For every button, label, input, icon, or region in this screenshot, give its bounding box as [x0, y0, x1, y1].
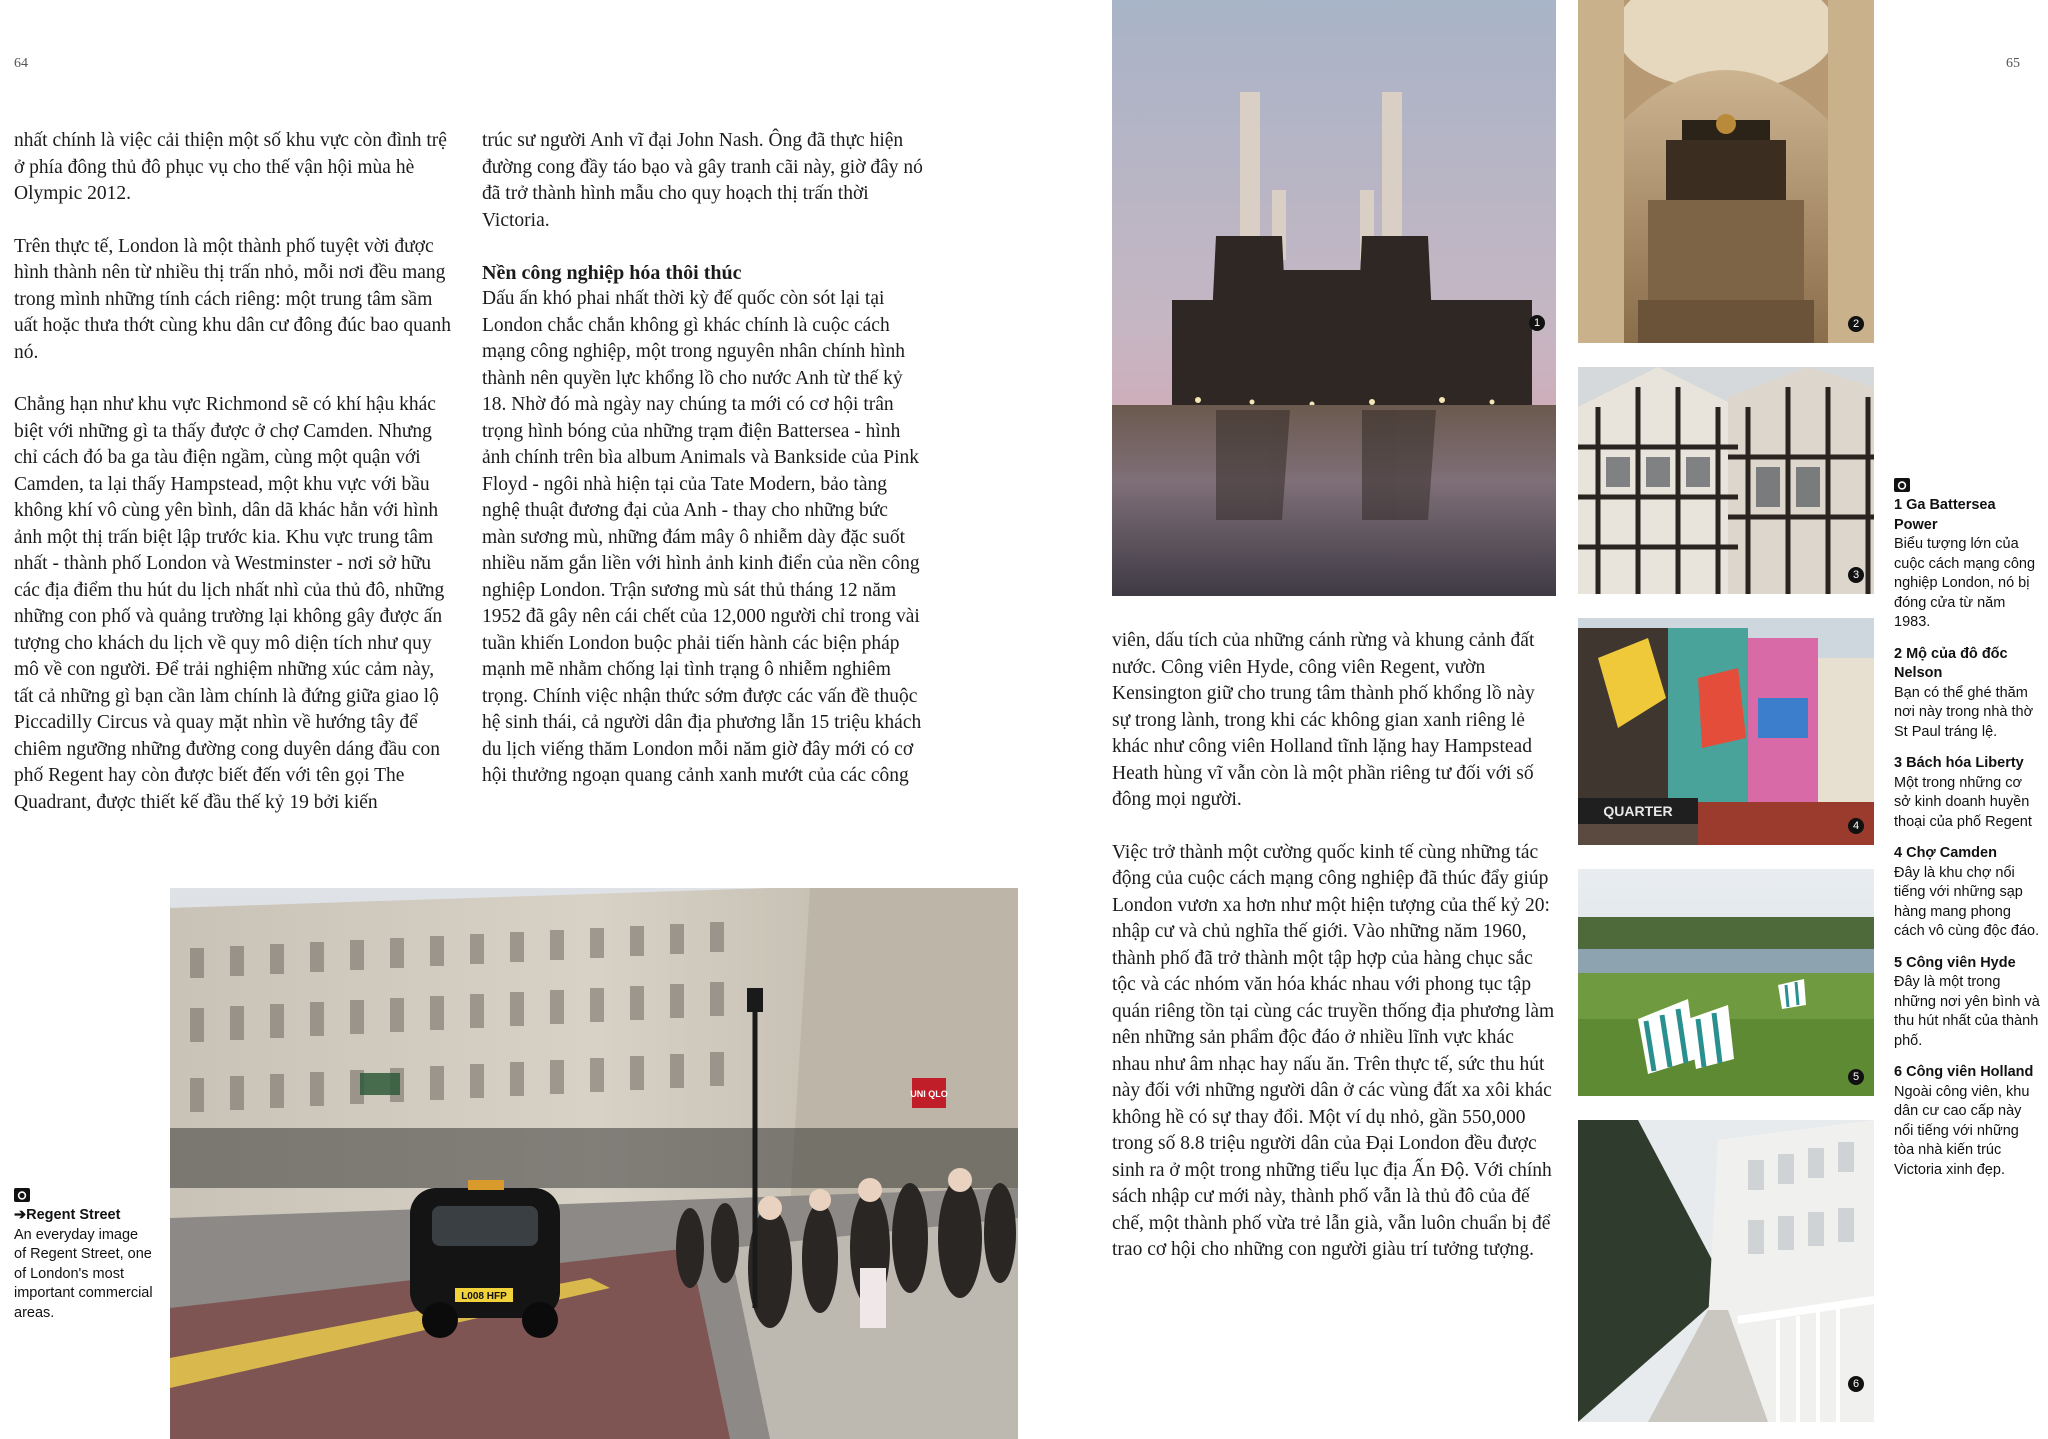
paragraph: nhất chính là việc cải thiện một số khu vực còn đình trệ ở phía đông thủ đô phục vụ cho thế vận hội mùa hè Olympic 2012. — [14, 130, 447, 204]
shop-sign: UNI QLO — [910, 1089, 948, 1099]
caption-title: 5 Công viên Hyde — [1894, 954, 2016, 971]
liberty-photo — [1578, 367, 1874, 594]
caption-text: Ngoài công viên, khu dân cư cao cấp này nổi tiếng với những tòa nhà kiến trúc Victoria xinh đẹp. — [1894, 1083, 2030, 1178]
paragraph: trúc sư người Anh vĩ đại John Nash. Ông đã thực hiện đường cong đầy táo bạo và gây tranh cãi này, giờ đây nó đã trở thành hình mẫu cho quy hoạch thị trấn thời Victoria. — [482, 130, 923, 231]
photo-number-badge: 6 — [1848, 1376, 1864, 1392]
paragraph: Dấu ấn khó phai nhất thời kỳ đế quốc còn sót lại tại London chắc chắn không gì khác chính là cuộc cách mạng công nghiệp, một trong nguyên nhân chính hình thành nên quyền lực khổng lồ cho nước Anh từ thế kỷ 18. Nhờ đó mà ngày nay chúng ta mới có cơ hội trân trọng hình bóng của những trạm điện Battersea - hình ảnh chính trên bìa album Animals và Bankside của Pink Floyd - ngôi nhà hiện tại của Tate Modern, bảo tàng nghệ thuật đương đại của Anh - thay cho những bức màn sương mù, những đám mây ô nhiễm dày đặc suốt nhiều năm gắn liền với hình ảnh kinh điển của nền công nghiệp London. Trận sương mù sát thủ tháng 12 năm 1952 đã gây nên cái chết của 12,000 người chỉ trong vài tuần khiến London buộc phải tiến hành các biện pháp mạnh mẽ nhằm chống lại tình trạng ô nhiễm nghiêm trọng. Chính việc nhận thức sớm được các vấn đề thuộc hệ sinh thái, cả người dân địa phương lẫn 15 triệu khách du lịch viếng thăm London mỗi năm giờ đây mới có cơ hội thưởng ngoạn quang cảnh xanh mướt của các công — [482, 288, 922, 786]
caption-text: An everyday image of Regent Street, one of London's most important commercial areas. — [14, 1226, 153, 1321]
caption-item — [1894, 1063, 2040, 1180]
caption-title: ➔Regent Street — [14, 1207, 121, 1223]
photo-captions — [1894, 478, 2040, 1192]
camera-icon — [1894, 478, 1910, 492]
caption-title: 4 Chợ Camden — [1894, 845, 1997, 861]
photo-number-badge: 3 — [1848, 567, 1864, 583]
battersea-photo — [1112, 0, 1556, 596]
photo-number-badge: 5 — [1848, 1069, 1864, 1085]
page-number-right: 65 — [2006, 56, 2020, 71]
page-number-left: 64 — [14, 56, 28, 71]
paragraph: Chẳng hạn như khu vực Richmond sẽ có khí hậu khác biệt với những gì ta thấy được ở chợ Camden. Nhưng chỉ cách đó ba ga tàu điện ngầm, cùng một quận với Camden, ta lại thấy Hampstead, một khu vực với bầu không khí vô cùng yên bình, dân dã khác hẳn với hình ảnh một thị trấn biệt lập trước kia. Khu vực trung tâm nhất - thành phố London và Westminster - nơi sở hữu các địa điểm thu hút du lịch nhất nhì của thủ đô, những những con phố và quảng trường lại không gây được ấn tượng cho khách du lịch về quy mô diện tích như quy mô về con người. Để trải nghiệm những xúc cảm này, tất cả những gì bạn cần làm chính là đứng giữa giao lộ Piccadilly Circus và quay mặt nhìn về hướng tây để chiêm ngưỡng những đường cong duyên dáng đầu con phố Regent hay còn được biết đến với tên gọi The Quadrant, được thiết kế đầu thế kỷ 19 bởi kiến — [14, 394, 445, 813]
paragraph: Việc trở thành một cường quốc kinh tế cùng những tác động của cuộc cách mạng công nghiệp đã thúc đẩy giúp London vươn xa hơn như một hiện tượng của thế kỷ 20: nhập cư và chủ nghĩa thế giới. Vào những năm 1960, thành phố đã trở thành một tập hợp của hàng chục sắc tộc và các nhóm văn hóa khác nhau với phong tục tập quán riêng tồn tại cùng các truyền thống địa phương làm nên những sản phẩm độc đáo ở nhiều lĩnh vực khác nhau như âm nhạc hay nấu ăn. Trên thực tế, sức thu hút này đối với những người dân ở các vùng đất xa xôi khác không hề có sự thay đổi. Một ví dụ nhỏ, gần 550,000 trong số 8.8 triệu người dân của Đại London đều được sinh ra ở một trong những tiểu lục địa Ấn Độ. Với chính sách nhập cư mới này, thành phố vẫn là thủ đô của đế chế, một thành phố vừa trẻ lẫn già, vẫn luôn chuẩn bị để trao cơ hội cho những con người giàu trí tưởng tượng. — [1112, 841, 1555, 1260]
text-column-1 — [14, 128, 458, 842]
caption-item — [1894, 754, 2040, 832]
caption-item — [1894, 844, 2040, 942]
caption-title: 3 Bách hóa Liberty — [1894, 755, 2024, 771]
caption-title: 1 Ga Battersea Power — [1894, 497, 1996, 533]
hyde-park-photo — [1578, 869, 1874, 1096]
camden-market-photo — [1578, 618, 1874, 845]
photo-number-badge: 2 — [1848, 316, 1864, 332]
taxi-plate: L008 HFP — [461, 1291, 507, 1302]
section-heading: Nền công nghiệp hóa thôi thúc — [482, 262, 742, 284]
camera-icon — [14, 1188, 30, 1202]
nelson-tomb-photo — [1578, 0, 1874, 343]
text-column-3 — [1112, 628, 1556, 1290]
caption-text: Biểu tượng lớn của cuộc cách mạng công nghiệp London, nó bị đóng cửa từ năm 1983. — [1894, 536, 2036, 630]
text-column-2 — [482, 128, 926, 816]
caption-item — [1894, 496, 2040, 633]
caption-item — [1894, 954, 2040, 1052]
photo-number-badge: 4 — [1848, 818, 1864, 834]
regent-street-photo — [170, 888, 1018, 1439]
caption-text: Một trong những cơ sở kinh doanh huyền thoại của phố Regent — [1894, 774, 2032, 830]
holland-park-photo — [1578, 1120, 1874, 1422]
caption-item — [1894, 645, 2040, 743]
caption-text: Đây là khu chợ nổi tiếng với những sạp hàng mang phong cách vô cùng độc đáo. — [1894, 864, 2040, 939]
regent-caption — [14, 1188, 154, 1323]
caption-text: Bạn có thể ghé thăm nơi này trong nhà thờ St Paul tráng lệ. — [1894, 684, 2034, 740]
paragraph: Trên thực tế, London là một thành phố tuyệt vời được hình thành nên từ nhiều thị trấn nhỏ, mỗi nơi đều mang trong mình những tính cách riêng: một trung tâm sầm uất hoặc thưa thớt cùng khu dân cư đông đúc bao quanh nó. — [14, 235, 452, 363]
caption-text: Đây là một trong những nơi yên bình và thu hút nhất của thành phố. — [1894, 974, 2040, 1049]
caption-title: 6 Công viên Holland — [1894, 1064, 2034, 1080]
paragraph: viên, dấu tích của những cánh rừng và khung cảnh đất nước. Công viên Hyde, công viên Regent, vườn Kensington giữ cho trung tâm thành phố khổng lồ này sự trong lành, trong khi các không gian xanh riêng lẻ khác như công viên Holland tĩnh lặng hay Hampstead Heath hùng vĩ vẫn còn là một phần riêng tư đối với số đông mọi người. — [1112, 630, 1535, 810]
caption-title: 2 Mộ của đô đốc Nelson — [1894, 645, 2008, 681]
market-sign: QUARTER — [1603, 803, 1673, 819]
photo-number-badge: 1 — [1529, 315, 1545, 331]
